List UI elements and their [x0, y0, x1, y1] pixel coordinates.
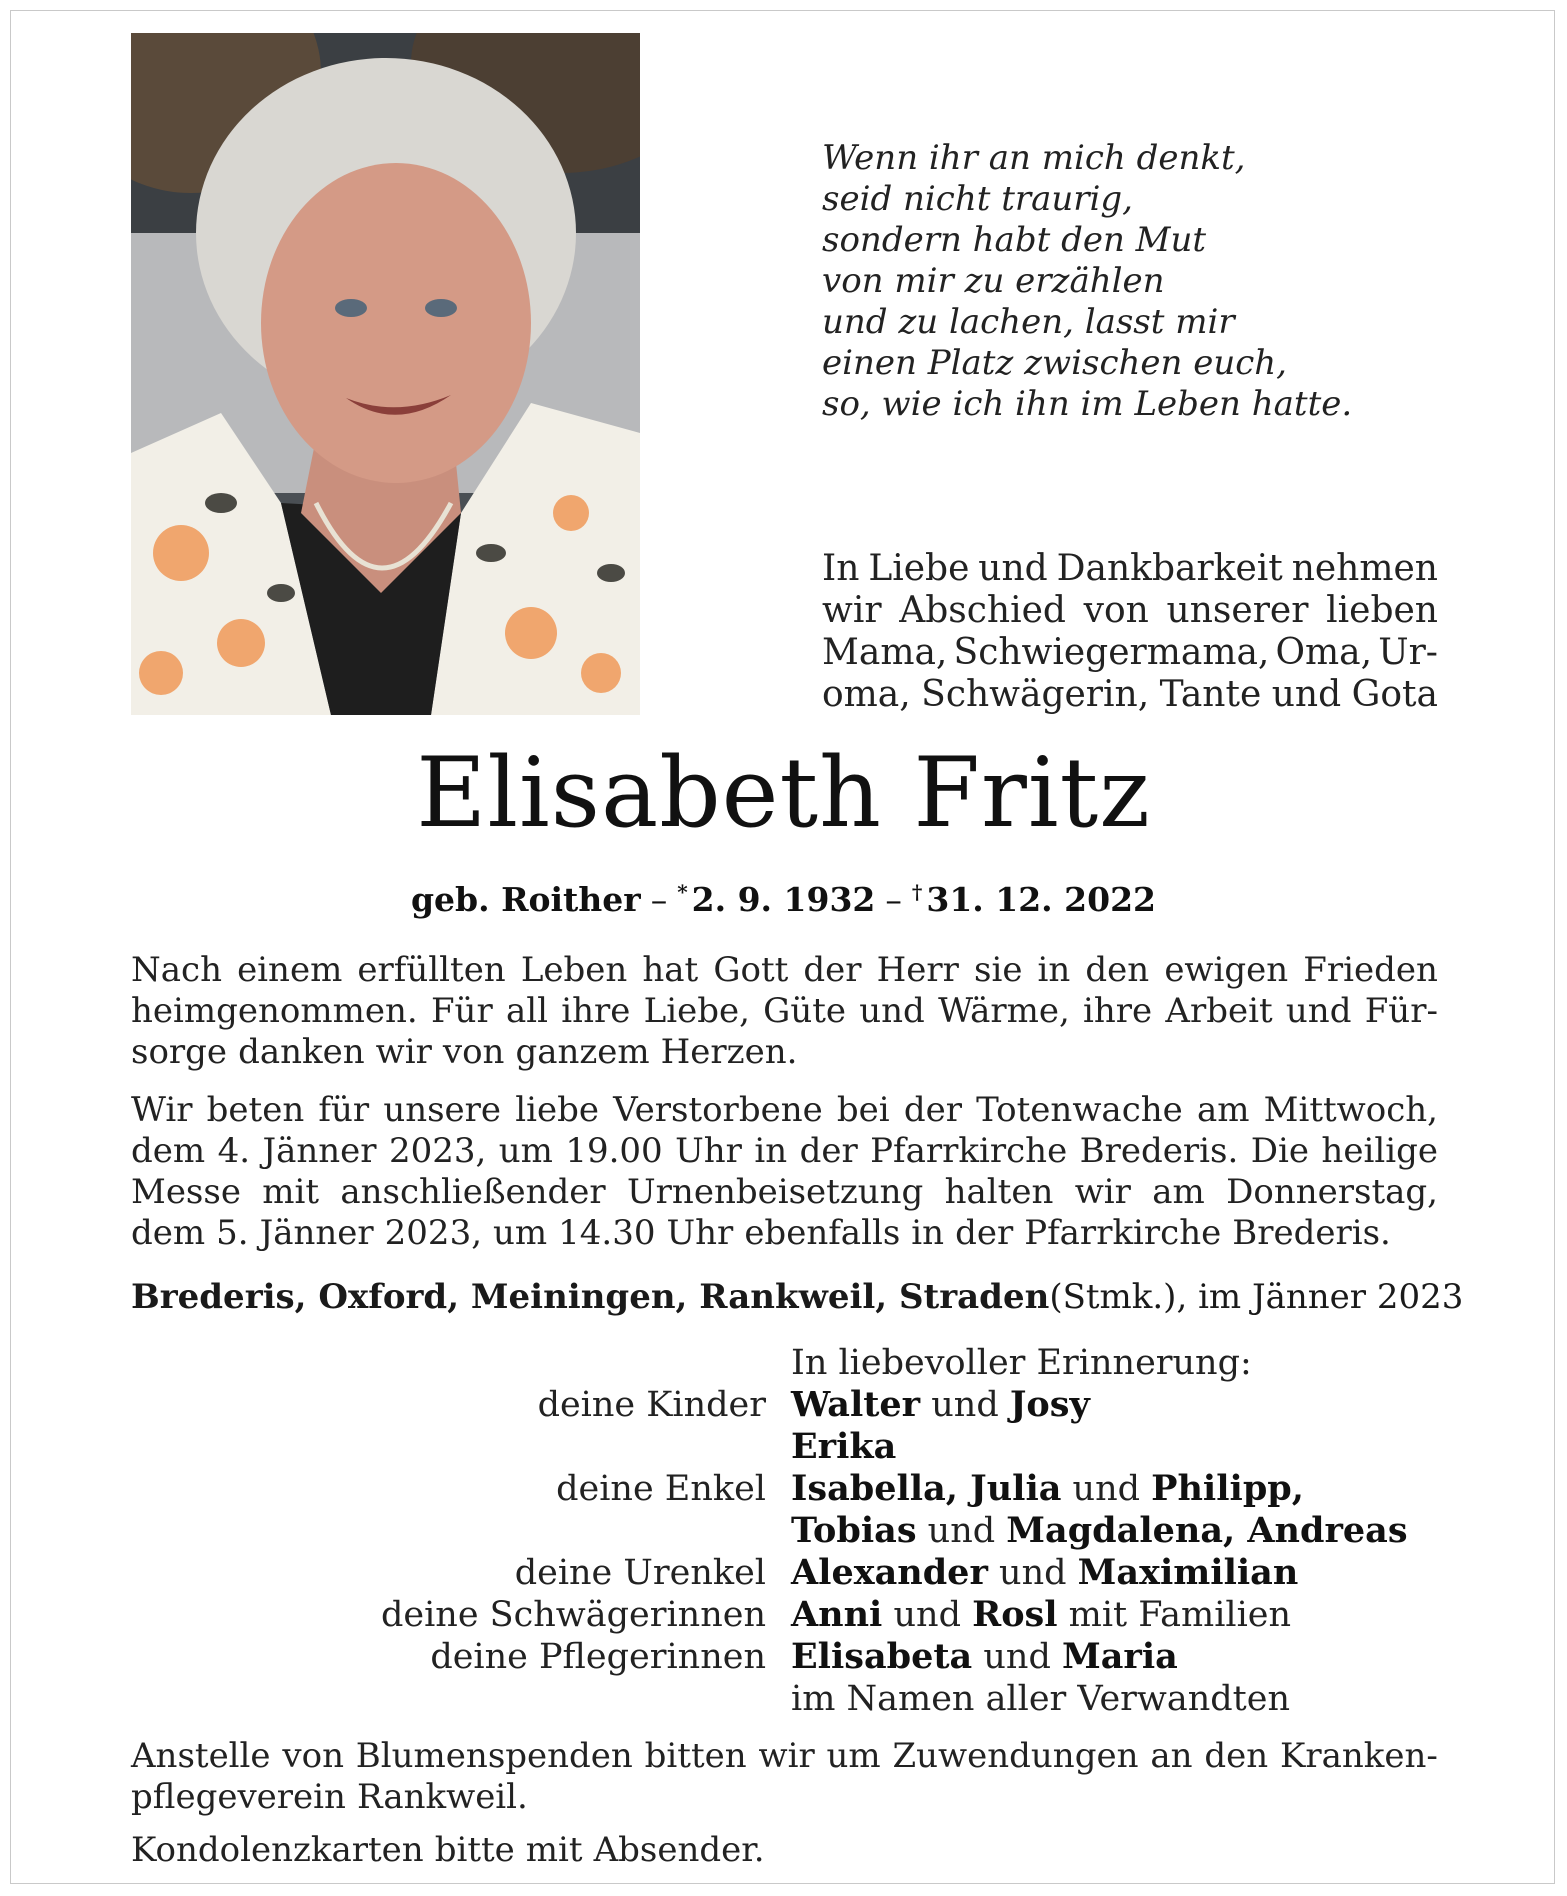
word: der — [799, 1131, 858, 1171]
mourner-names — [791, 1468, 1304, 1510]
intro-line — [822, 548, 1438, 590]
death-cross: † — [911, 880, 923, 904]
mourners-list — [131, 1342, 1438, 1720]
word: von — [442, 1032, 505, 1072]
word: Güte — [763, 991, 847, 1031]
birth-date: 2. 9. 1932 — [691, 880, 876, 919]
word: Schwiegermama, — [953, 632, 1270, 673]
word: Blumenspenden — [355, 1736, 633, 1776]
mourner-row — [131, 1510, 1438, 1552]
mourner-relation — [131, 1678, 791, 1720]
word: nehmen — [1291, 548, 1438, 589]
word: Frieden — [1303, 950, 1438, 990]
portrait-photo — [131, 33, 640, 715]
word: dem — [131, 1213, 206, 1253]
paragraph-donations — [131, 1736, 1438, 1818]
word: ebenfalls — [744, 1213, 901, 1253]
word: Uhr — [675, 1131, 742, 1171]
word: Urnenbeisetzung — [627, 1172, 924, 1212]
word: dem — [131, 1131, 206, 1171]
word: Donnerstag, — [1226, 1172, 1438, 1212]
word: Zuwendungen — [892, 1736, 1139, 1776]
word: Brederis. — [1079, 1131, 1239, 1171]
word: Jänner — [262, 1131, 377, 1171]
word: 2023, — [388, 1131, 487, 1171]
word: Absender. — [593, 1830, 765, 1870]
places-and-date — [131, 1277, 1464, 1318]
mourner-connector: im Namen aller Verwandten — [791, 1679, 1290, 1719]
mourner-row — [131, 1384, 1438, 1426]
word: mit — [525, 1830, 583, 1870]
word: Für- — [1364, 991, 1438, 1031]
word: Messe — [131, 1172, 241, 1212]
word: beten — [206, 1090, 305, 1130]
word: heimgenommen. — [131, 991, 418, 1031]
word: Für — [430, 991, 493, 1031]
word: sie — [974, 950, 1023, 990]
mourners-heading-row — [131, 1342, 1438, 1384]
mourner-row — [131, 1552, 1438, 1594]
paragraph-line — [131, 1172, 1438, 1213]
word: am — [1152, 1172, 1205, 1212]
mourner-name: Magdalena, Andreas — [1006, 1510, 1408, 1551]
word: heilige — [1321, 1131, 1438, 1171]
word: Tante — [1159, 674, 1262, 715]
poem-line: so, wie ich ihn im Leben hatte. — [822, 384, 1353, 424]
word: von — [1083, 590, 1149, 631]
word: oma, — [822, 674, 911, 715]
word: und — [859, 991, 925, 1031]
word: danken — [238, 1032, 365, 1072]
word: Mama, — [822, 632, 948, 673]
mourner-connector: und — [987, 1553, 1078, 1593]
word: Anstelle — [131, 1736, 271, 1776]
mourner-names — [791, 1594, 1291, 1636]
mourner-row — [131, 1468, 1438, 1510]
separator: – — [885, 880, 902, 919]
mourner-name: Maria — [1062, 1636, 1178, 1677]
word: wir — [1074, 1172, 1131, 1212]
mourner-name: Josy — [1009, 1384, 1090, 1425]
intro-line — [822, 590, 1438, 632]
word: Wir — [131, 1090, 193, 1130]
word: wir — [822, 590, 882, 631]
word: Leben — [520, 950, 628, 990]
mourner-name: Philipp, — [1151, 1468, 1304, 1509]
word: der — [955, 1213, 1014, 1253]
word: von — [282, 1736, 344, 1776]
mourners-heading: In liebevoller Erinnerung: — [791, 1343, 1252, 1383]
mourner-names — [791, 1678, 1290, 1720]
places-towns: Brederis, Oxford, Meiningen, Rankweil, Straden — [131, 1277, 1050, 1317]
mourner-names — [791, 1384, 1090, 1426]
word: Abschied — [899, 590, 1066, 631]
mourner-name: Erika — [791, 1426, 897, 1467]
mourner-name: Walter — [791, 1384, 921, 1425]
mourner-name: Alexander — [791, 1552, 988, 1593]
word: Dankbarkeit — [1056, 548, 1283, 589]
word: in — [754, 1131, 788, 1171]
paragraph-line — [131, 1213, 1438, 1254]
word: Gott — [713, 950, 789, 990]
word: 4. — [217, 1131, 251, 1171]
mourner-name: Elisabeta — [791, 1636, 973, 1677]
deceased-name: Elisabeth Fritz — [416, 737, 1151, 849]
word: pflegeverein — [131, 1777, 346, 1817]
mourner-names — [791, 1552, 1298, 1594]
mourner-name: Maximilian — [1077, 1552, 1299, 1593]
word: all — [505, 991, 548, 1031]
mourner-connector: und — [882, 1595, 973, 1635]
memorial-poem — [822, 138, 1422, 425]
mourner-connector: und — [1061, 1469, 1152, 1509]
word: Kondolenzkarten — [131, 1830, 424, 1870]
paragraph-eternal-peace — [131, 950, 1438, 1073]
word: der — [803, 950, 862, 990]
word: und — [978, 548, 1048, 589]
mourner-name: Rosl — [972, 1594, 1058, 1635]
paragraph-line — [131, 1032, 1438, 1073]
word: ewigen — [1164, 950, 1289, 990]
word: in — [911, 1213, 945, 1253]
mourner-row — [131, 1678, 1438, 1720]
word: Wärme, — [938, 991, 1070, 1031]
word: Kranken- — [1279, 1736, 1438, 1776]
paragraph-line — [131, 1736, 1438, 1777]
mourner-row — [131, 1594, 1438, 1636]
paragraph-line — [131, 1777, 1438, 1818]
word: Herr — [876, 950, 959, 990]
word: erfüllten — [357, 950, 506, 990]
word: hat — [642, 950, 699, 990]
mourner-names — [791, 1426, 896, 1468]
mourner-relation: deine Pflegerinnen — [430, 1637, 766, 1677]
intro-line — [822, 674, 1438, 716]
word: 5. — [216, 1213, 249, 1253]
mourner-relation: deine Urenkel — [514, 1553, 766, 1593]
word: unsere — [383, 1090, 502, 1130]
paragraph-line — [131, 1131, 1438, 1172]
word: 19.00 — [565, 1131, 663, 1171]
word: Die — [1250, 1131, 1309, 1171]
word: Arbeit — [1165, 991, 1273, 1031]
paragraph-line — [131, 950, 1438, 991]
word: unserer — [1166, 590, 1309, 631]
word: um — [493, 1213, 548, 1253]
word: bei — [836, 1090, 890, 1130]
separator: – — [650, 880, 668, 919]
word: 2023, — [384, 1213, 483, 1253]
word: Gota — [1351, 674, 1438, 715]
word: um — [826, 1736, 881, 1776]
word: anschließender — [340, 1172, 606, 1212]
birth-star: * — [677, 880, 688, 904]
word: den — [1204, 1736, 1269, 1776]
birth-name: geb. Roither — [410, 880, 641, 919]
mourner-names — [791, 1510, 1408, 1552]
mourner-row — [131, 1636, 1438, 1678]
word: Herzen. — [660, 1032, 798, 1072]
word: ganzem — [515, 1032, 650, 1072]
word: und — [1271, 674, 1342, 715]
word: lieben — [1326, 590, 1438, 631]
places-suffix: (Stmk.), im Jänner 2023 — [1049, 1277, 1464, 1317]
word: Jänner — [259, 1213, 374, 1253]
mourner-connector: und — [916, 1511, 1007, 1551]
word: Liebe, — [643, 991, 750, 1031]
word: am — [1196, 1090, 1250, 1130]
word: ihre — [1083, 991, 1153, 1031]
mourner-connector: und — [972, 1637, 1062, 1677]
word: liebe — [515, 1090, 599, 1130]
word: Mittwoch, — [1263, 1090, 1438, 1130]
word: mit — [262, 1172, 320, 1212]
mourner-connector: und — [920, 1385, 1010, 1425]
word: sorge — [131, 1032, 228, 1072]
poem-line: und zu lachen, lasst mir — [822, 302, 1235, 342]
word: in — [1037, 950, 1071, 990]
intro-line — [822, 632, 1438, 674]
mourner-relation: deine Schwägerinnen — [380, 1595, 766, 1635]
word: bitten — [644, 1736, 747, 1776]
paragraph-line — [131, 1830, 1438, 1871]
word: Oma, — [1275, 632, 1373, 673]
word: Verstorbene — [613, 1090, 823, 1130]
word: Uhr — [666, 1213, 734, 1253]
word: an — [1150, 1736, 1193, 1776]
life-dates — [0, 872, 1567, 920]
word: Brederis. — [1232, 1213, 1391, 1253]
poem-line: von mir zu erzählen — [822, 261, 1165, 301]
word: halten — [944, 1172, 1054, 1212]
word: den — [1085, 950, 1150, 990]
poem-line: Wenn ihr an mich denkt, — [822, 138, 1246, 178]
mourner-relation: deine Kinder — [537, 1385, 766, 1425]
word: 14.30 — [558, 1213, 656, 1253]
word: Ur- — [1378, 632, 1438, 673]
mourner-relation — [131, 1510, 791, 1552]
farewell-intro — [822, 548, 1438, 716]
word: Pfarrkirche — [1024, 1213, 1222, 1253]
word: Totenwache — [976, 1090, 1183, 1130]
word: wir — [375, 1032, 432, 1072]
mourner-relation: deine Enkel — [556, 1469, 766, 1509]
word: um — [498, 1131, 553, 1171]
paragraph-funeral-details — [131, 1090, 1438, 1254]
paragraph-line — [131, 1090, 1438, 1131]
death-date: 31. 12. 2022 — [926, 880, 1157, 919]
mourner-connector: mit Familien — [1057, 1595, 1292, 1635]
mourner-row — [131, 1426, 1438, 1468]
paragraph-condolences — [131, 1830, 1438, 1871]
word: für — [318, 1090, 370, 1130]
word: wir — [758, 1736, 815, 1776]
word: Pfarrkirche — [870, 1131, 1068, 1171]
mourner-name: Anni — [791, 1594, 883, 1635]
poem-line: einen Platz zwischen euch, — [822, 343, 1287, 383]
word: ihre — [561, 991, 631, 1031]
poem-line: seid nicht traurig, — [822, 179, 1133, 219]
mourner-names — [791, 1636, 1178, 1678]
word: bitte — [434, 1830, 515, 1870]
word: Liebe — [868, 548, 970, 589]
word: einem — [237, 950, 343, 990]
word: Nach — [131, 950, 222, 990]
poem-line: sondern habt den Mut — [822, 220, 1207, 260]
word: Rankweil. — [356, 1777, 528, 1817]
paragraph-line — [131, 991, 1438, 1032]
word: der — [903, 1090, 962, 1130]
word: Schwägerin, — [921, 674, 1150, 715]
word: und — [1285, 991, 1352, 1031]
mourner-name: Isabella, Julia — [791, 1468, 1062, 1509]
mourner-name: Tobias — [791, 1510, 917, 1551]
word: In — [822, 548, 860, 589]
mourner-relation — [131, 1426, 791, 1468]
